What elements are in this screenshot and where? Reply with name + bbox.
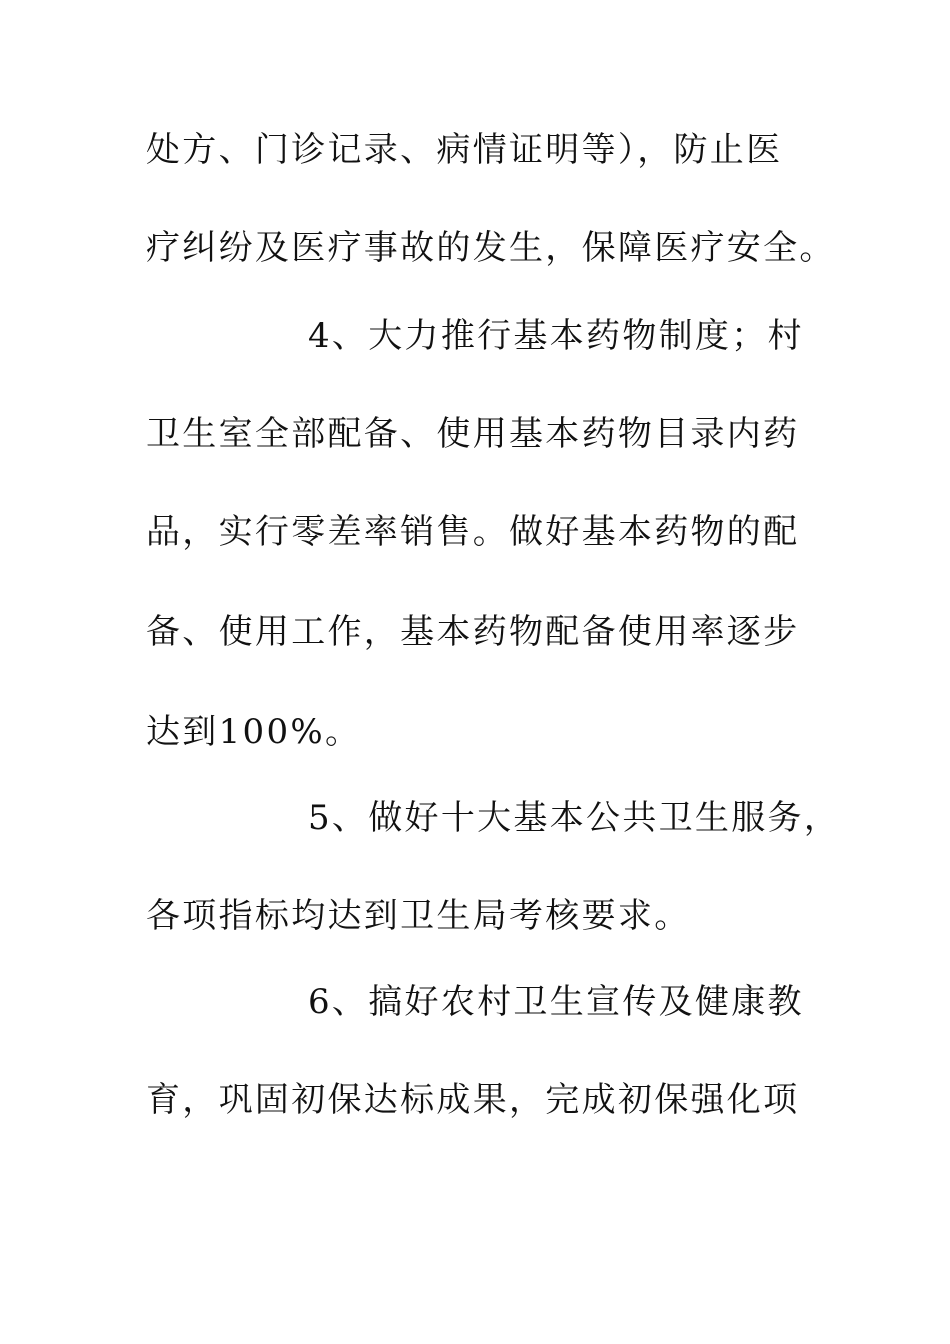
- text-line: 处方、门诊记录、病情证明等），防止医: [146, 130, 783, 170]
- text-line: 品，实行零差率销售。做好基本药物的配: [146, 512, 800, 552]
- text-line: 达到100%。: [146, 712, 362, 752]
- paragraph-5-start: 5、做好十大基本公共卫生服务，: [308, 798, 841, 838]
- paragraph-6-start: 6、搞好农村卫生宣传及健康教: [308, 982, 804, 1022]
- text-line: 备、使用工作，基本药物配备使用率逐步: [146, 612, 800, 652]
- text-line: 卫生室全部配备、使用基本药物目录内药: [146, 414, 800, 454]
- paragraph-4-start: 4、大力推行基本药物制度；村: [308, 316, 804, 356]
- text-line: 育，巩固初保达标成果，完成初保强化项: [146, 1080, 800, 1120]
- text-line: 疗纠纷及医疗事故的发生，保障医疗安全。: [146, 228, 836, 268]
- text-line: 各项指标均达到卫生局考核要求。: [146, 896, 691, 936]
